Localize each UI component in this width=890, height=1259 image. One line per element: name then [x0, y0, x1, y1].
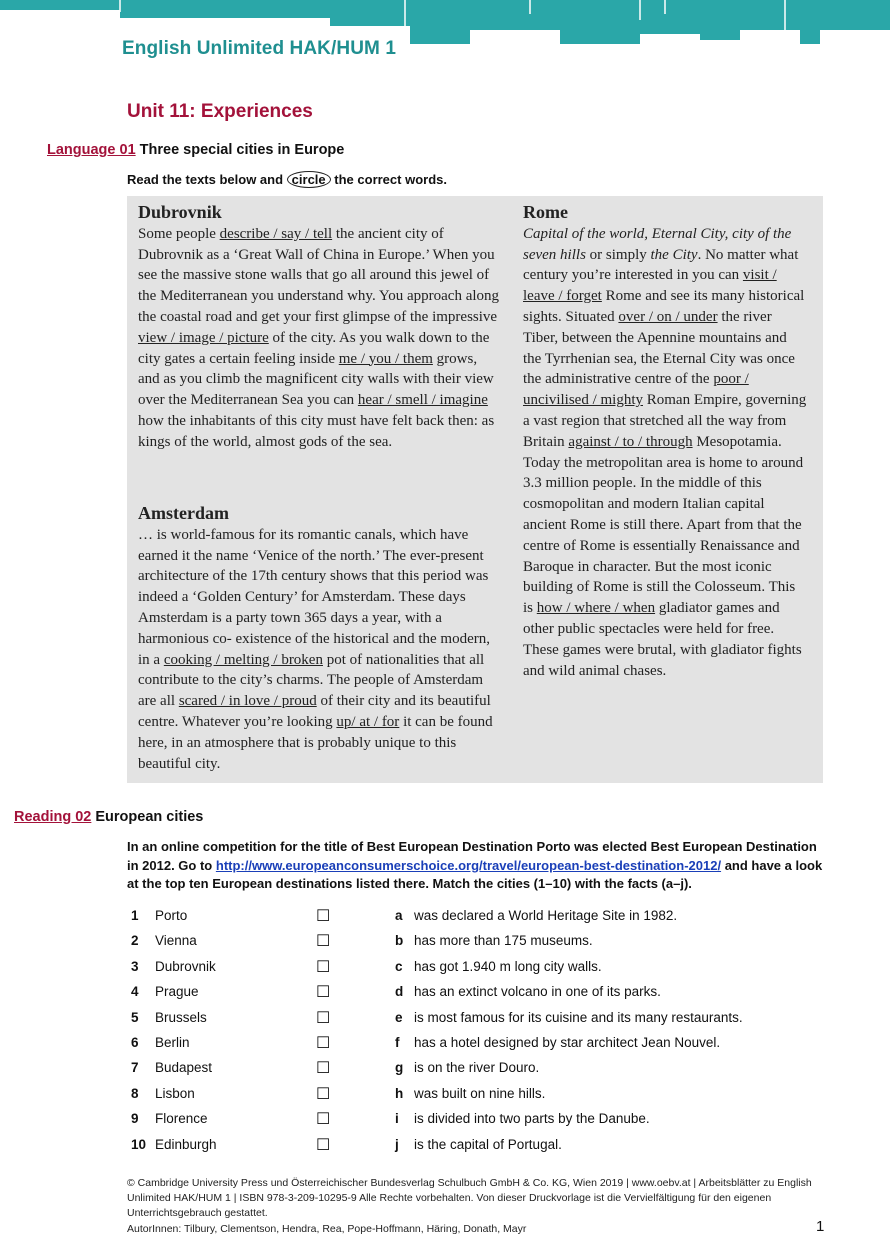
rome-heading: Rome — [523, 202, 568, 222]
answer-checkbox[interactable]: ☐ — [316, 1035, 331, 1052]
city-number: 3 — [131, 958, 139, 974]
task-text-before: In an online competition for the title of Best European Destination Porto was elected Best European Destination in 2012. Go to — [127, 839, 817, 873]
choice-gap[interactable]: poor / uncivilised / mighty — [523, 371, 749, 409]
city-number: 8 — [131, 1085, 139, 1101]
answer-checkbox[interactable]: ☐ — [316, 984, 331, 1002]
instruction-text-after: the correct words. — [334, 172, 447, 187]
amsterdam-heading: Amsterdam — [138, 503, 229, 523]
fact-letter: c — [395, 958, 403, 974]
fact-letter: d — [395, 984, 404, 1000]
fact-letter: i — [395, 1111, 399, 1127]
city-number: 1 — [131, 908, 139, 923]
city-number: 6 — [131, 1035, 139, 1050]
choice-gap[interactable]: against / to / through — [568, 433, 693, 450]
answer-checkbox[interactable]: ☐ — [316, 958, 331, 976]
instruction-text-before: Read the texts below and — [127, 172, 284, 187]
fact-text: was built on nine hills. — [414, 1085, 546, 1101]
choice-gap[interactable]: hear / smell / imagine — [357, 392, 488, 409]
text-run: . No matter what century you’re interested in you can — [523, 246, 799, 284]
city-name: Vienna — [155, 933, 197, 949]
choice-gap[interactable]: up/ at / for — [336, 713, 400, 730]
answer-checkbox[interactable]: ☐ — [316, 1136, 331, 1154]
fact-letter: f — [395, 1035, 400, 1050]
fact-letter: g — [395, 1060, 404, 1076]
text-run: gladiator games and other public spectacles were held for free. These games were brutal, with gladiator fights and wild animal chases. — [523, 600, 802, 679]
fact-letter: j — [395, 1136, 399, 1152]
fact-text: is on the river Douro. — [414, 1060, 540, 1076]
city-name: Lisbon — [155, 1085, 195, 1101]
reading-section-label: Reading 02 — [14, 809, 92, 825]
text-run: of the city. As you walk down to the city gates a certain feeling inside — [138, 329, 490, 367]
text-run: of their city and its beautiful centre. Whatever you’re looking — [138, 693, 491, 730]
choice-gap[interactable]: cooking / melting / broken — [163, 651, 323, 668]
text-run: … is world-famous for its romantic canals, which have earned it the name ‘Venice of the north.’ The ever-present architecture of the 17th century shows that this period was indeed a ‘Golden Century’ for Amsterdam. These days Amsterdam is a party town 365 days a year, with a harmonious co- existence of the historical and the modern, in a — [138, 526, 490, 668]
fact-text: has got 1.940 m long city walls. — [414, 958, 602, 974]
fact-text: is the capital of Portugal. — [414, 1136, 562, 1152]
answer-checkbox[interactable]: ☐ — [316, 933, 331, 951]
answer-checkbox[interactable]: ☐ — [316, 908, 331, 925]
text-run: Mesopotamia. Today the metropolitan area is home to around 3.3 million people. In the middle of this cosmopolitan and modern Italian capital ancient Rome is still there. Apart from that the centre of Rome is essentially Renaissance and Baroque in character. But the most iconic building of Rome is still the Colosseum. This is — [523, 433, 804, 617]
answer-checkbox[interactable]: ☐ — [316, 1009, 331, 1027]
choice-gap[interactable]: describe / say / tell — [219, 225, 333, 242]
text-run: Roman Empire, governing a vast region that stretched all the way from Britain — [523, 392, 807, 450]
answer-checkbox[interactable]: ☐ — [316, 1111, 331, 1129]
text-run: how the inhabitants of this city must have felt back then: as kings of the world, almost gods of the sea. — [138, 412, 495, 450]
city-name: Florence — [155, 1111, 208, 1127]
choice-gap[interactable]: me / you / them — [338, 350, 433, 367]
text-run: the river Tiber, between the Apennine mountains and the Tyrrhenian sea, the Eternal City was once the administrative centre of the — [523, 308, 795, 388]
task-text-after: and have a look at the top ten European destinations listed there. Match the cities (1–10) with the facts (a–j). — [127, 857, 823, 891]
choice-gap[interactable]: over / on / under — [618, 308, 718, 325]
text-run: or simply — [589, 246, 647, 263]
city-number: 10 — [131, 1136, 147, 1152]
fact-text: has a hotel designed by star architect Jean Nouvel. — [414, 1035, 721, 1050]
text-run: the ancient city of Dubrovnik as a ‘Great Wall of China in Europe.’ When you see the massive stone walls that go all around this jewel of the Mediterranean you understand why. You approach along the coastal road and get your first glimpse of the impressive — [138, 225, 500, 325]
fact-text: was declared a World Heritage Site in 1982. — [414, 908, 678, 923]
city-name: Edinburgh — [155, 1136, 217, 1152]
fact-letter: b — [395, 933, 404, 949]
fact-text: has more than 175 museums. — [414, 933, 593, 949]
fact-letter: a — [395, 908, 403, 923]
language-section-label: Language 01 — [47, 142, 136, 158]
footer-authors: AutorInnen: Tilbury, Clementson, Hendra, Rea, Pope-Hoffmann, Häring, Donath, Mayr — [127, 1222, 527, 1235]
city-number: 9 — [131, 1111, 139, 1127]
city-name: Dubrovnik — [155, 958, 216, 974]
text-run: Capital of the world, Eternal City, city of the seven hills — [523, 225, 792, 263]
page-number: 1 — [816, 1218, 825, 1235]
city-name: Berlin — [155, 1035, 190, 1050]
language-section-title: Three special cities in Europe — [139, 142, 345, 158]
fact-text: is divided into two parts by the Danube. — [414, 1111, 650, 1127]
city-number: 5 — [131, 1009, 139, 1025]
choice-gap[interactable]: how / where / when — [536, 600, 656, 617]
text-run: pot of nationalities that all contribute to the city’s charms. The people of Amsterdam are all — [138, 651, 485, 710]
header-title: English Unlimited HAK/HUM 1 — [122, 38, 396, 59]
dubrovnik-heading: Dubrovnik — [138, 202, 222, 222]
circled-word: circle — [287, 171, 331, 188]
fact-letter: h — [395, 1085, 404, 1101]
city-name: Budapest — [155, 1060, 213, 1076]
fact-text: is most famous for its cuisine and its many restaurants. — [414, 1009, 743, 1025]
footer — [127, 1176, 817, 1237]
city-name: Brussels — [155, 1009, 207, 1025]
answer-checkbox[interactable]: ☐ — [316, 1085, 331, 1103]
text-run: Some people — [138, 225, 216, 242]
choice-gap[interactable]: scared / in love / proud — [178, 693, 317, 710]
choice-gap[interactable]: visit / leave / forget — [523, 267, 777, 305]
text-run: the City — [650, 246, 698, 263]
city-name: Prague — [155, 984, 199, 1000]
footer-copyright: © Cambridge University Press und Österreichischer Bundesverlag Schulbuch GmbH & Co. KG, Wien 2019 | www.oebv.at | Arbeitsblätter zu English Unlimited HAK/HUM 1 | ISBN 978-3-209-10295-9 Alle Rechte vorbehalten. Von dieser Druckvorlage ist die Vervielfältigung für den eigenen Unterrichtsgebrauch gestattet. — [127, 1177, 812, 1220]
text-run: Rome and see its many historical sights. Situated — [523, 288, 805, 325]
fact-letter: e — [395, 1009, 403, 1025]
city-number: 4 — [131, 984, 139, 1000]
destination-link[interactable]: http://www.europeanconsumerschoice.org/travel/european-best-destination-2012/ — [215, 857, 722, 873]
text-run: grows, and as you climb the magnificent city walls with their view over the Mediterranean Sea you can — [138, 350, 494, 409]
unit-title: Unit 11: Experiences — [127, 101, 313, 122]
reading-section-title: European cities — [95, 809, 204, 825]
fact-text: has an extinct volcano in one of its parks. — [414, 984, 661, 1000]
city-number: 7 — [131, 1060, 139, 1076]
city-number: 2 — [131, 933, 139, 949]
answer-checkbox[interactable]: ☐ — [316, 1060, 331, 1078]
choice-gap[interactable]: view / image / picture — [138, 329, 269, 346]
city-name: Porto — [155, 908, 188, 923]
text-run: it can be found here, in an atmosphere that is probably unique to this beautiful city. — [138, 713, 493, 772]
